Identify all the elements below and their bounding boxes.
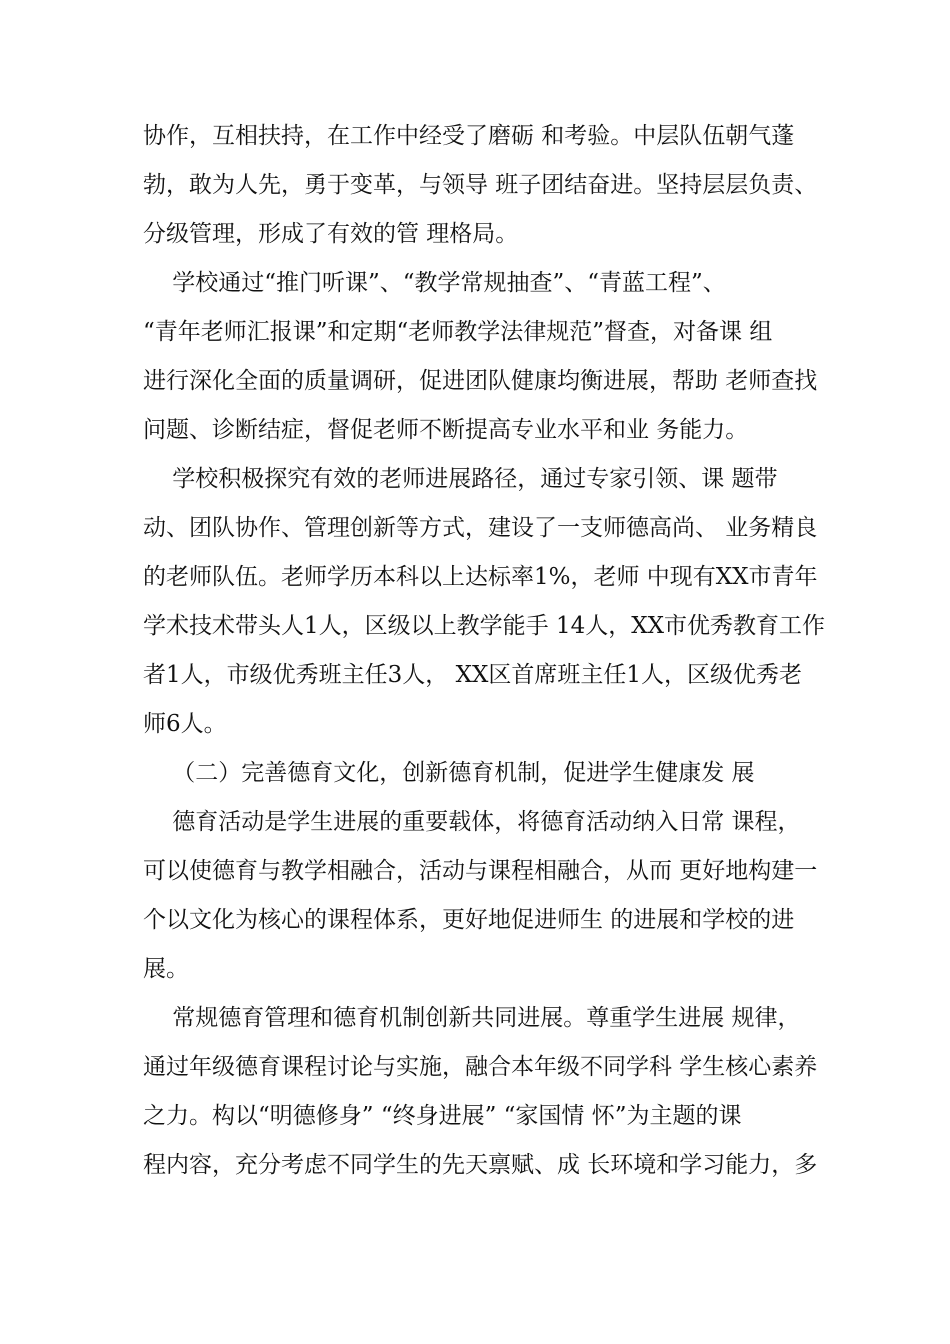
text-line: 协作，互相扶持，在工作中经受了磨砺 和考验。中层队伍朝气蓬 [143, 123, 795, 149]
text-line: 者1人，市级优秀班主任3人， XX区首席班主任1人，区级优秀老 [143, 662, 802, 688]
text-line: 之力。构以“明德修身” “终身进展” “家国情 怀”为主题的课 [143, 1103, 742, 1129]
text-line: “青年老师汇报课”和定期“老师教学法律规范”督查，对备课 组 [143, 319, 773, 345]
text-line: 个以文化为核心的课程体系，更好地促进师生 的进展和学校的进 [143, 907, 795, 933]
text-line: 可以使德育与教学相融合，活动与课程相融合，从而 更好地构建一 [143, 858, 818, 884]
text-line: 分级管理，形成了有效的管 理格局。 [143, 221, 519, 247]
text-line: 勃，敢为人先，勇于变革，与领导 班子团结奋进。坚持层层负责、 [143, 172, 818, 198]
text-line: 德育活动是学生进展的重要载体，将德育活动纳入日常 课程， [143, 809, 801, 835]
section-heading: （二）完善德育文化，创新德育机制，促进学生健康发 展 [143, 760, 755, 786]
text-line: 进行深化全面的质量调研，促进团队健康均衡进展，帮助 老师查找 [143, 368, 818, 394]
text-line: 程内容，充分考虑不同学生的先天禀赋、成 长环境和学习能力，多 [143, 1152, 818, 1178]
text-line: 展。 [143, 956, 189, 982]
text-line: 师6人。 [143, 711, 227, 737]
text-line: 学校通过“推门听课”、“教学常规抽查”、“青蓝工程”、 [143, 270, 726, 296]
text-line: 学校积极探究有效的老师进展路径，通过专家引领、课 题带 [143, 466, 778, 492]
text-line: 动、团队协作、管理创新等方式，建设了一支师德高尚、 业务精良 [143, 515, 818, 541]
text-line: 问题、诊断结症，督促老师不断提高专业水平和业 务能力。 [143, 417, 749, 443]
text-line: 学术技术带头人1人，区级以上教学能手 14人，XX市优秀教育工作 [143, 613, 825, 639]
text-line: 常规德育管理和德育机制创新共同进展。尊重学生进展 规律， [143, 1005, 801, 1031]
document-body [143, 112, 826, 1190]
text-line: 通过年级德育课程讨论与实施，融合本年级不同学科 学生核心素养 [143, 1054, 818, 1080]
text-line: 的老师队伍。老师学历本科以上达标率1%，老师 中现有XX市青年 [143, 564, 818, 590]
